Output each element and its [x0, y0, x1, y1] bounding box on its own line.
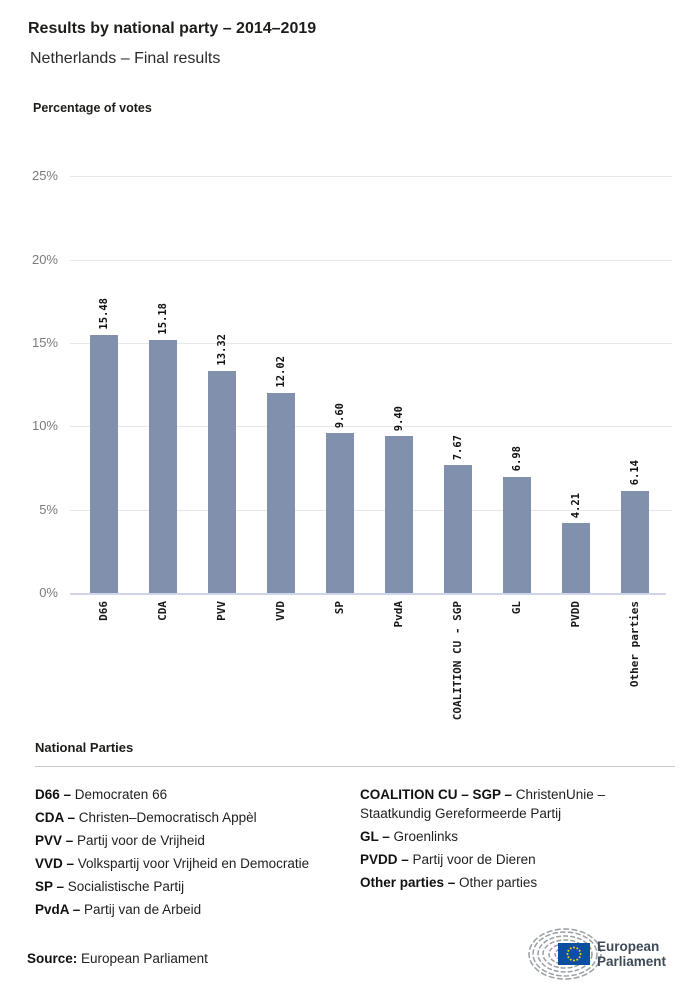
legend-heading: National Parties — [35, 740, 134, 755]
bar-value-label: 6.98 — [511, 446, 523, 472]
legend-name: Christen–Democratisch Appèl — [75, 810, 257, 825]
legend-item — [360, 873, 655, 892]
legend-abbr: Other parties – — [360, 875, 456, 890]
bar — [208, 371, 236, 593]
eu-star — [570, 947, 572, 949]
legend-item — [35, 808, 350, 827]
legend-name: Democraten 66 — [71, 787, 168, 802]
legend-name: Groenlinks — [389, 829, 459, 844]
logo-text-line1: European — [597, 939, 660, 954]
bar-value-label: 9.40 — [393, 406, 405, 432]
legend-abbr: PVV – — [35, 833, 74, 848]
eu-star — [576, 959, 578, 961]
logo-text-line2: Parliament — [597, 954, 667, 969]
x-axis-line — [70, 593, 666, 595]
bar — [621, 491, 649, 593]
x-axis-label: D66 — [97, 601, 110, 621]
legend-item — [35, 854, 350, 873]
legend-name: ChristenUnie – Staatkundig Gereformeerde Partij — [360, 787, 606, 821]
bar — [562, 523, 590, 593]
legend-name: Socialistische Partij — [64, 879, 185, 894]
eu-star — [567, 956, 569, 958]
legend-column-right — [360, 785, 655, 896]
legend-name: Partij voor de Dieren — [408, 852, 536, 867]
legend-abbr: VVD – — [35, 856, 75, 871]
x-axis-label: GL — [510, 601, 523, 615]
bar-value-label: 7.67 — [452, 434, 464, 461]
bar-value-label: 13.32 — [216, 334, 228, 366]
eu-star — [570, 959, 572, 961]
legend-name: Other parties — [455, 875, 538, 890]
legend-item — [35, 785, 350, 804]
y-axis-tick-label: 15% — [31, 334, 58, 350]
legend-abbr: SP – — [35, 879, 65, 894]
bar — [444, 465, 472, 593]
bar-value-label: 12.02 — [275, 356, 287, 388]
x-axis-label: PVV — [215, 601, 228, 621]
legend-item — [360, 850, 655, 869]
legend-divider — [35, 766, 675, 767]
legend-item — [35, 831, 350, 850]
legend-abbr: PVDD – — [360, 852, 409, 867]
x-axis-label: Other parties — [628, 601, 641, 688]
bar — [503, 477, 531, 593]
bar — [90, 335, 118, 593]
y-axis-tick-label: 0% — [39, 585, 58, 600]
eu-star — [573, 960, 575, 962]
legend-abbr: GL – — [360, 829, 390, 844]
legend-name: Partij voor de Vrijheid — [73, 833, 205, 848]
eu-star — [576, 947, 578, 949]
bar-value-label: 9.60 — [334, 402, 346, 428]
legend-item — [360, 785, 655, 823]
legend-item — [35, 877, 350, 896]
y-axis-tick-label: 10% — [31, 418, 58, 434]
european-parliament-logo — [515, 926, 685, 982]
legend-name: Partij van de Arbeid — [80, 902, 202, 917]
x-axis-label: PVDD — [569, 601, 582, 628]
source-line — [27, 951, 208, 966]
eu-star — [573, 947, 575, 949]
x-axis-label: COALITION CU - SGP — [451, 601, 464, 721]
x-axis-label: VVD — [274, 601, 287, 621]
bar-value-label: 15.48 — [98, 298, 110, 330]
y-axis-tick-label: 5% — [39, 501, 58, 517]
x-axis-label: SP — [333, 601, 346, 615]
y-axis-tick-label: 25% — [31, 168, 58, 184]
gridline — [70, 260, 672, 261]
page-subtitle: Netherlands – Final results — [30, 50, 221, 67]
svg-text:European Parliament — [597, 939, 667, 969]
bar-value-label: 6.14 — [629, 460, 641, 486]
y-axis-title: Percentage of votes — [33, 101, 152, 115]
bar — [385, 436, 413, 593]
eu-star — [579, 950, 581, 952]
bar-value-label: 4.21 — [570, 492, 582, 518]
eu-star — [567, 950, 569, 952]
legend-name: Volkspartij voor Vrijheid en Democratie — [74, 856, 310, 871]
y-axis-tick-label: 20% — [31, 251, 58, 267]
bar — [267, 393, 295, 593]
legend-abbr: CDA – — [35, 810, 76, 825]
legend-abbr: COALITION CU – SGP – — [360, 787, 513, 802]
x-axis-label: CDA — [156, 601, 169, 621]
legend-column-left — [35, 785, 350, 923]
legend-item — [35, 900, 350, 919]
legend-abbr: PvdA – — [35, 902, 81, 917]
eu-star — [567, 953, 569, 955]
source-label: Source: — [27, 951, 78, 966]
gridline — [70, 176, 672, 177]
eu-star — [579, 956, 581, 958]
eu-star — [580, 953, 582, 955]
bar — [326, 433, 354, 593]
source-text: European Parliament — [81, 951, 208, 966]
legend-item — [360, 827, 655, 846]
eu-flag-icon — [558, 943, 590, 965]
x-axis-label: PvdA — [392, 601, 405, 628]
legend-abbr: D66 – — [35, 787, 72, 802]
bar — [149, 340, 177, 593]
page-title: Results by national party – 2014–2019 — [28, 20, 317, 37]
bar-value-label: 15.18 — [157, 303, 169, 335]
